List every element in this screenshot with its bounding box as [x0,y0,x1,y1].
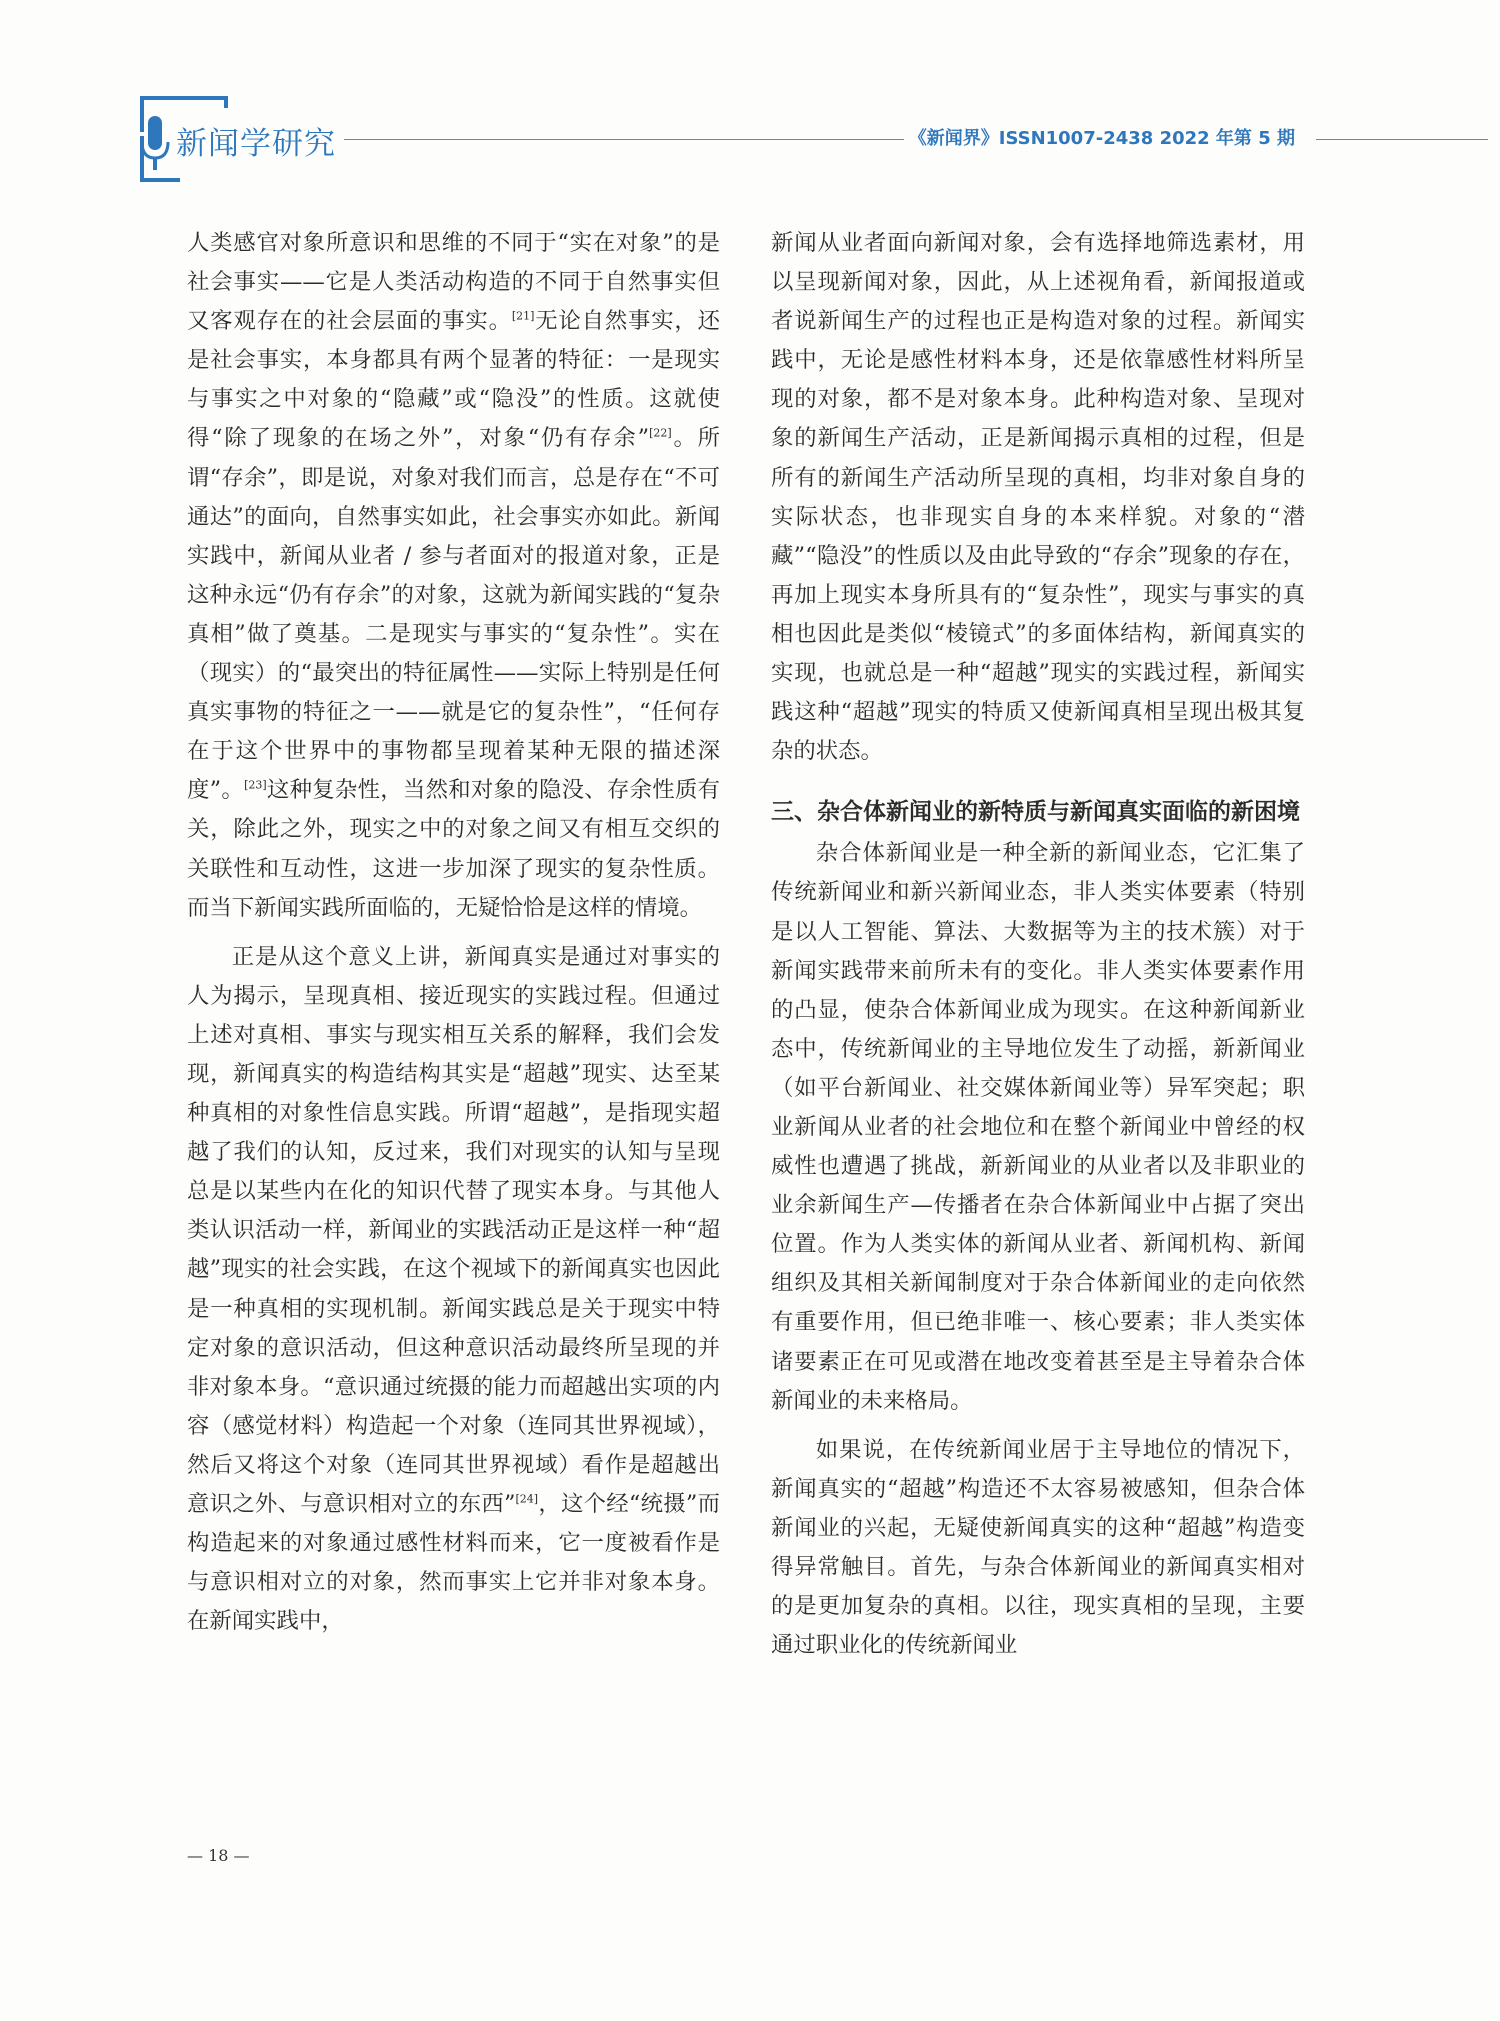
paragraph [771,834,1305,1420]
text-run: ，这个经“统摄”而构造起来的对象通过感性材料而来，它一度被看作是与意识相对立的对象，然而事实上它并非对象本身。在新闻实践中， [187,1491,720,1635]
right-column [771,224,1305,1675]
text-run: 三、杂合体新闻业的新特质与新闻真实面临的新困境 [771,799,1300,826]
text-run: 新闻从业者面向新闻对象，会有选择地筛选素材，用以呈现新闻对象，因此，从上述视角看，新闻报道或者说新闻生产的过程也正是构造对象的过程。新闻实践中，无论是感性材料本身，还是依靠感性材料所呈现的对象，都不是对象本身。此种构造对象、呈现对象的新闻生产活动，正是新闻揭示真相的过程，但是所有的新闻生产活动所呈现的真相，均非对象自身的实际状态，也非现实自身的本来样貌。对象的“潜藏”“隐没”的性质以及由此导致的“存余”现象的存在，再加上现实本身所具有的“复杂性”，现实与事实的真相也因此是类似“棱镜式”的多面体结构，新闻真实的实现，也就总是一种“超越”现实的实践过程，新闻实践这种“超越”现实的特质又使新闻真相呈现出极其复杂的状态。 [771,230,1305,765]
text-run: 无论自然事实，还是社会事实，本身都具有两个显著的特征：一是现实与事实之中对象的“隐藏”或“隐没”的性质。这就使得“除了现象的在场之外”，对象“仍有存余” [187,308,721,452]
page-header [0,0,1500,190]
header-rule-left [344,139,904,140]
paragraph [771,224,1305,771]
section-heading [771,793,1305,832]
text-run: 这种复杂性，当然和对象的隐没、存余性质有关，除此之外，现实之中的对象之间又有相互交织的关联性和互动性，这进一步加深了现实的复杂性质。而当下新闻实践所面临的，无疑恰恰是这样的情境。 [187,777,720,921]
citation-marker: [22] [649,427,672,440]
page-number: — 18 — [187,1846,250,1865]
header-rule-right [1316,139,1488,140]
paragraph [187,224,720,928]
text-run: 正是从这个意义上讲，新闻真实是通过对事实的人为揭示，呈现真相、接近现实的实践过程。但通过上述对真相、事实与现实相互关系的解释，我们会发现，新闻真实的构造结构其实是“超越”现实、达至某种真相的对象性信息实践。所谓“超越”，是指现实超越了我们的认知，反过来，我们对现实的认知与呈现总是以某些内在化的知识代替了现实本身。与其他人类认识活动一样，新闻业的实践活动正是这样一种“超越”现实的社会实践，在这个视域下的新闻真实也因此是一种真相的实现机制。新闻实践总是关于现实中特定对象的意识活动，但这种意识活动最终所呈现的并非对象本身。“意识通过统摄的能力而超越出实项的内容（感觉材料）构造起一个对象（连同其世界视域），然后又将这个对象（连同其世界视域）看作是超越出意识之外、与意识相对立的东西” [187,943,720,1517]
section-title: 新闻学研究 [176,126,336,162]
text-run: 人类感官对象所意识和思维的不同于“实在对象”的是社会事实——它是人类活动构造的不同于自然事实但又客观存在的社会层面的事实。 [187,230,720,335]
paragraph [771,1431,1305,1666]
citation-marker: [24] [515,1492,539,1506]
journal-info: 《新闻界》ISSN1007-2438 2022 年第 5 期 [908,128,1295,149]
text-run: 如果说，在传统新闻业居于主导地位的情况下，新闻真实的“超越”构造还不太容易被感知，但杂合体新闻业的兴起，无疑使新闻真实的这种“超越”构造变得异常触目。首先，与杂合体新闻业的新闻真实相对的是更加复杂的真相。以往，现实真相的呈现，主要通过职业化的传统新闻业 [771,1436,1305,1659]
paragraph [187,938,720,1642]
text-run: 。所谓“存余”，即是说，对象对我们而言，总是存在“不可通达”的面向，自然事实如此，社会事实亦如此。新闻实践中，新闻从业者 / 参与者面对的报道对象，正是这种永远“仍有存余”的对象，这就为新闻实践的“复杂真相”做了奠基。二是现实与事实的“复杂性”。实在（现实）的“最突出的特征属性——实际上特别是任何真实事物的特征之一——就是它的复杂性”，“任何存在于这个世界中的事物都呈现着某种无限的描述深度”。 [187,425,720,804]
left-column [187,224,720,1651]
citation-marker: [21] [511,309,535,323]
citation-marker: [23] [244,778,267,792]
text-run: 杂合体新闻业是一种全新的新闻业态，它汇集了传统新闻业和新兴新闻业态，非人类实体要素（特别是以人工智能、算法、大数据等为主的技术簇）对于新闻实践带来前所未有的变化。非人类实体要素作用的凸显，使杂合体新闻业成为现实。在这种新闻新业态中，传统新闻业的主导地位发生了动摇，新新闻业（如平台新闻业、社交媒体新闻业等）异军突起；职业新闻从业者的社会地位和在整个新闻业中曾经的权威性也遭遇了挑战，新新闻业的从业者以及非职业的业余新闻生产—传播者在杂合体新闻业中占据了突出位置。作为人类实体的新闻从业者、新闻机构、新闻组织及其相关新闻制度对于杂合体新闻业的走向依然有重要作用，但已绝非唯一、核心要素；非人类实体诸要素正在可见或潜在地改变着甚至是主导着杂合体新闻业的未来格局。 [771,840,1305,1414]
